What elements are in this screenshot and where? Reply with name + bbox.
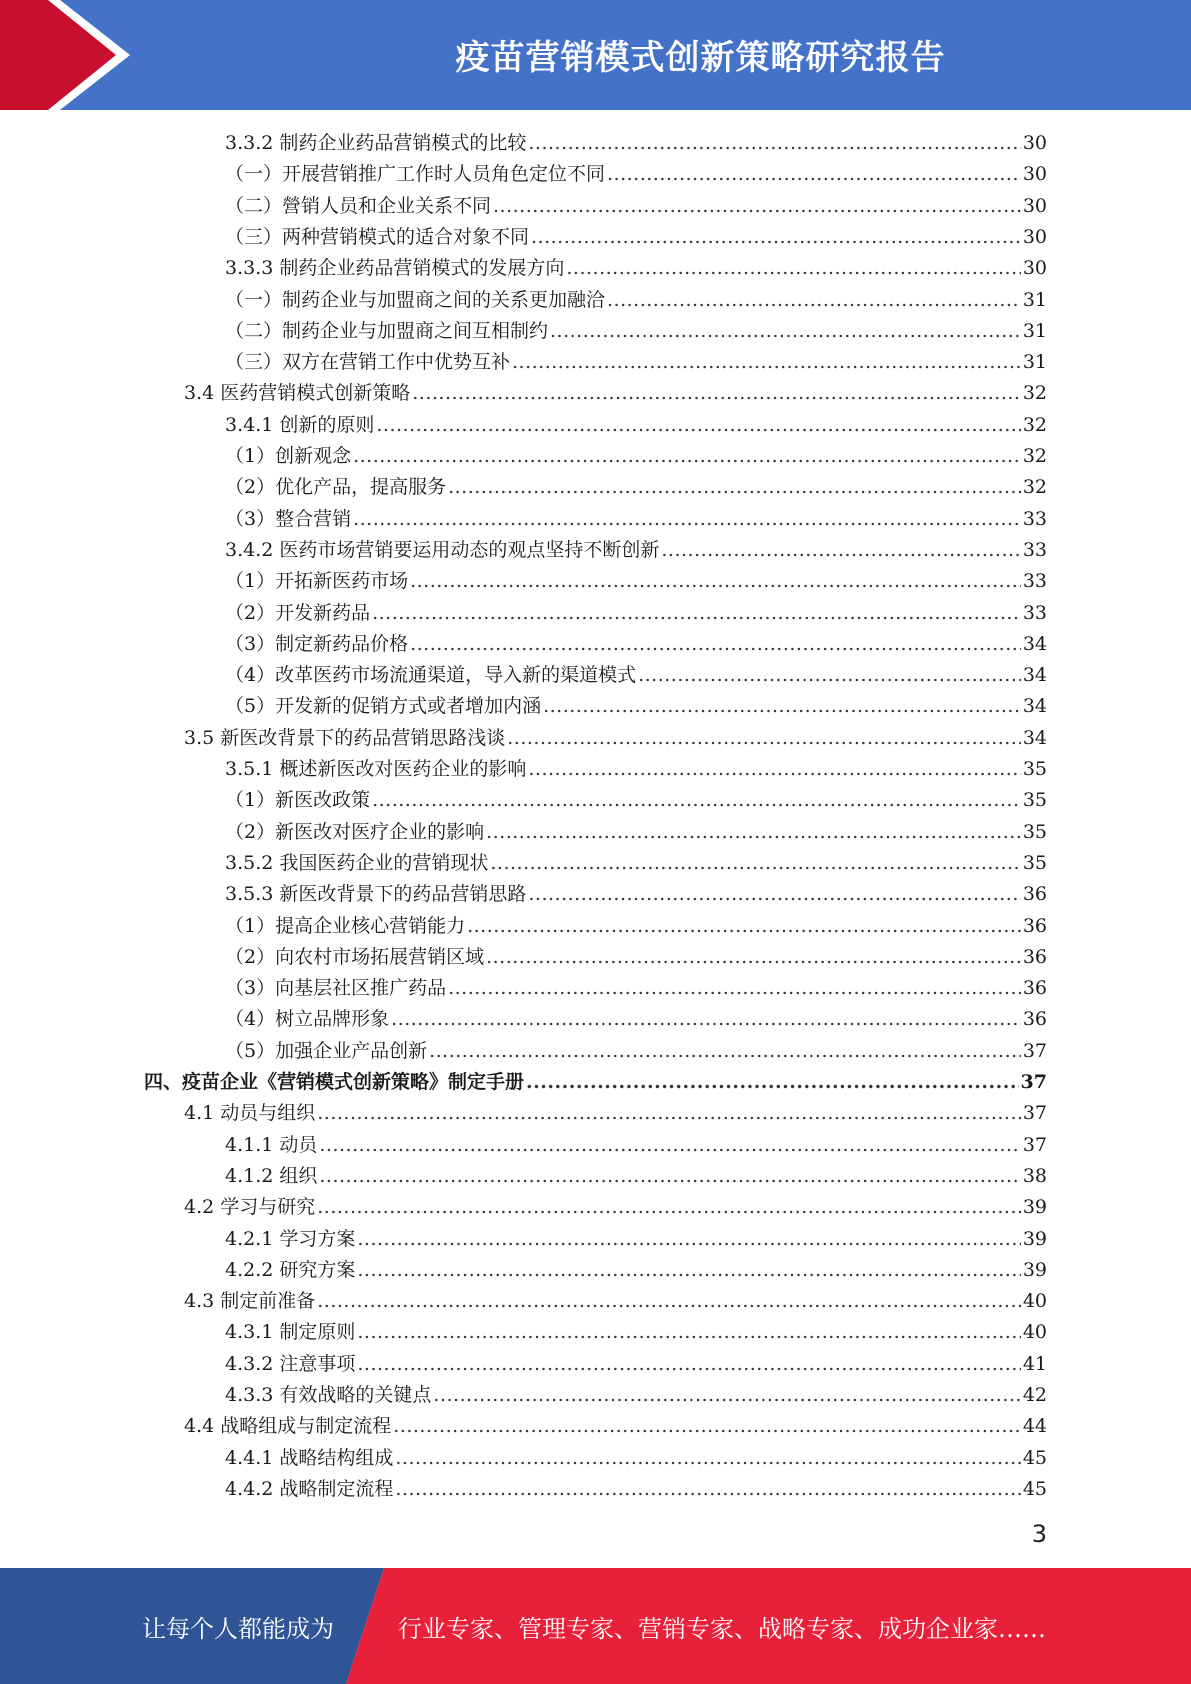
toc-leader-dots: [607, 159, 1021, 189]
toc-leader-dots: [357, 1255, 1020, 1285]
toc-entry-label: 4.3.3 有效战略的关键点: [225, 1384, 432, 1406]
toc-leader-dots: [507, 723, 1021, 753]
toc-entry-label: （4）树立品牌形象: [225, 1008, 390, 1030]
toc-entry-page: 37: [1022, 1040, 1047, 1062]
footer-slogan-left: 让每个人都能成为: [142, 1615, 334, 1643]
toc-entry-page: 30: [1022, 163, 1047, 185]
toc-entry-label: 4.2.1 学习方案: [225, 1228, 356, 1250]
toc-entry[interactable]: [225, 973, 1047, 1003]
toc-entry-page: 31: [1022, 320, 1047, 342]
toc-leader-dots: [486, 817, 1021, 847]
page-header: [0, 0, 1191, 110]
toc-entry[interactable]: [225, 785, 1047, 815]
toc-entry-page: 41: [1022, 1353, 1047, 1375]
toc-leader-dots: [528, 754, 1020, 784]
toc-entry[interactable]: [225, 1474, 1047, 1504]
toc-entry-label: 3.5.3 新医改背景下的药品营销思路: [225, 883, 527, 905]
toc-entry[interactable]: [225, 159, 1047, 189]
toc-entry-label: 3.5.1 概述新医改对医药企业的影响: [225, 758, 527, 780]
toc-leader-dots: [607, 285, 1021, 315]
toc-entry[interactable]: [225, 472, 1047, 502]
toc-entry-label: （二）營销人员和企业关系不同: [225, 195, 492, 217]
toc-entry-label: 3.4 医药营销模式创新策略: [184, 382, 411, 404]
toc-leader-dots: [319, 1130, 1020, 1160]
toc-leader-dots: [393, 1411, 1021, 1441]
toc-leader-dots: [391, 1004, 1021, 1034]
toc-entry-page: 33: [1022, 602, 1047, 624]
toc-leader-dots: [410, 566, 1021, 596]
toc-entry-label: （三）两种营销模式的适合对象不同: [225, 226, 530, 248]
toc-entry[interactable]: [225, 316, 1047, 346]
toc-entry-page: 39: [1022, 1196, 1047, 1218]
toc-entry-page: 39: [1022, 1259, 1047, 1281]
toc-entry[interactable]: [225, 1224, 1047, 1254]
toc-entry-label: （1）新医改政策: [225, 789, 371, 811]
toc-leader-dots: [543, 691, 1021, 721]
toc-entry[interactable]: [225, 629, 1047, 659]
toc-leader-dots: [353, 441, 1021, 471]
toc-entry[interactable]: [225, 566, 1047, 596]
toc-leader-dots: [317, 1192, 1021, 1222]
toc-entry-label: （2）新医改对医疗企业的影响: [225, 821, 485, 843]
toc-entry[interactable]: [225, 128, 1047, 158]
toc-entry-page: 35: [1022, 758, 1047, 780]
toc-entry[interactable]: [225, 1036, 1047, 1066]
toc-entry-page: 40: [1022, 1321, 1047, 1343]
toc-leader-dots: [395, 1474, 1020, 1504]
toc-leader-dots: [395, 1443, 1020, 1473]
toc-entry-label: 4.4.2 战略制定流程: [225, 1478, 394, 1500]
toc-entry-label: （一）制药企业与加盟商之间的关系更加融洽: [225, 289, 606, 311]
toc-entry[interactable]: [225, 191, 1047, 221]
document-title: 疫苗营销模式创新策略研究报告: [455, 38, 946, 78]
toc-entry-label: 4.1.2 组织: [225, 1165, 318, 1187]
toc-entry-page: 38: [1022, 1165, 1047, 1187]
toc-entry[interactable]: [225, 1443, 1047, 1473]
toc-leader-dots: [528, 879, 1020, 909]
toc-entry[interactable]: [225, 222, 1047, 252]
toc-entry[interactable]: [184, 378, 1047, 408]
toc-entry-page: 36: [1022, 1008, 1047, 1030]
toc-entry-page: 37: [1020, 1071, 1047, 1093]
toc-entry-label: （一）开展营销推广工作时人员角色定位不同: [225, 163, 606, 185]
toc-leader-dots: [319, 1161, 1020, 1191]
toc-entry-label: （3）制定新药品价格: [225, 633, 409, 655]
toc-entry-label: 4.1.1 动员: [225, 1134, 318, 1156]
toc-entry[interactable]: [225, 942, 1047, 972]
toc-entry-label: （3）向基层社区推广药品: [225, 977, 447, 999]
toc-entry[interactable]: [225, 253, 1047, 283]
toc-entry-page: 30: [1022, 132, 1047, 154]
toc-entry-page: 37: [1022, 1102, 1047, 1124]
toc-entry[interactable]: [225, 1349, 1047, 1379]
toc-entry-page: 30: [1022, 226, 1047, 248]
toc-entry[interactable]: [225, 285, 1047, 315]
toc-leader-dots: [317, 1286, 1021, 1316]
toc-entry[interactable]: [225, 1380, 1047, 1410]
toc-entry-page: 42: [1022, 1384, 1047, 1406]
toc-entry-label: （3）整合营销: [225, 508, 352, 530]
page-number: 3: [1031, 1520, 1047, 1548]
toc-leader-dots: [357, 1317, 1020, 1347]
toc-entry-page: 34: [1022, 727, 1047, 749]
toc-leader-dots: [448, 973, 1021, 1003]
toc-entry-label: 4.4.1 战略结构组成: [225, 1447, 394, 1469]
toc-entry-label: 4.3.2 注意事项: [225, 1353, 356, 1375]
toc-entry-page: 36: [1022, 946, 1047, 968]
toc-leader-dots: [357, 1224, 1020, 1254]
toc-entry-page: 36: [1022, 915, 1047, 937]
toc-entry-page: 31: [1022, 351, 1047, 373]
toc-leader-dots: [467, 911, 1021, 941]
toc-entry-label: （5）加强企业产品创新: [225, 1040, 428, 1062]
toc-entry-page: 37: [1022, 1134, 1047, 1156]
toc-leader-dots: [372, 598, 1021, 628]
toc-entry-label: 3.5 新医改背景下的药品营销思路浅谈: [184, 727, 506, 749]
toc-leader-dots: [550, 316, 1021, 346]
toc-entry[interactable]: [225, 1255, 1047, 1285]
toc-entry[interactable]: [184, 1286, 1047, 1316]
toc-entry[interactable]: [184, 1098, 1047, 1128]
toc-entry-page: 44: [1022, 1415, 1047, 1437]
toc-entry[interactable]: [225, 1004, 1047, 1034]
toc-leader-dots: [512, 347, 1021, 377]
toc-entry-page: 30: [1022, 257, 1047, 279]
toc-entry[interactable]: [225, 754, 1047, 784]
toc-leader-dots: [433, 1380, 1020, 1410]
toc-leader-dots: [317, 1098, 1021, 1128]
toc-entry-label: （2）向农村市场拓展营销区域: [225, 946, 485, 968]
toc-entry-label: （三）双方在营销工作中优势互补: [225, 351, 511, 373]
toc-leader-dots: [526, 1067, 1019, 1097]
toc-entry[interactable]: [225, 504, 1047, 534]
toc-entry[interactable]: [225, 410, 1047, 440]
toc-leader-dots: [490, 848, 1020, 878]
toc-entry[interactable]: [225, 660, 1047, 690]
toc-entry-page: 40: [1022, 1290, 1047, 1312]
toc-entry[interactable]: [225, 691, 1047, 721]
toc-entry-page: 34: [1022, 633, 1047, 655]
toc-entry-label: 4.4 战略组成与制定流程: [184, 1415, 392, 1437]
toc-leader-dots: [372, 785, 1021, 815]
toc-entry-page: 33: [1022, 539, 1047, 561]
toc-entry-label: （4）改革医药市场流通渠道，导入新的渠道模式: [225, 664, 637, 686]
toc-entry-page: 31: [1022, 289, 1047, 311]
toc-entry-page: 45: [1022, 1478, 1047, 1500]
toc-leader-dots: [357, 1349, 1020, 1379]
toc-leader-dots: [528, 128, 1020, 158]
toc-entry-label: （2）优化产品，提高服务: [225, 476, 447, 498]
toc-leader-dots: [353, 504, 1021, 534]
toc-leader-dots: [448, 472, 1021, 502]
toc-entry[interactable]: [225, 848, 1047, 878]
toc-leader-dots: [429, 1036, 1021, 1066]
toc-entry[interactable]: [225, 911, 1047, 941]
toc-entry-page: 45: [1022, 1447, 1047, 1469]
toc-entry-label: （1）开拓新医药市场: [225, 570, 409, 592]
toc-entry[interactable]: [225, 598, 1047, 628]
toc-entry[interactable]: [225, 441, 1047, 471]
toc-entry-label: 4.2.2 研究方案: [225, 1259, 356, 1281]
toc-entry-label: 3.3.3 制药企业药品营销模式的发展方向: [225, 257, 565, 279]
toc-entry-page: 32: [1022, 445, 1047, 467]
toc-entry-page: 33: [1022, 508, 1047, 530]
toc-entry-page: 32: [1022, 414, 1047, 436]
footer-slogan-right: 行业专家、管理专家、营销专家、战略专家、成功企业家……: [398, 1615, 1046, 1643]
toc-entry-label: （2）开发新药品: [225, 602, 371, 624]
toc-leader-dots: [531, 222, 1021, 252]
toc-entry[interactable]: [225, 1161, 1047, 1191]
toc-entry-label: 4.3 制定前准备: [184, 1290, 316, 1312]
toc-entry[interactable]: [184, 723, 1047, 753]
toc-leader-dots: [486, 942, 1021, 972]
toc-entry-label: 4.1 动员与组织: [184, 1102, 316, 1124]
header-chevron-logo: [0, 0, 160, 110]
toc-entry-page: 33: [1022, 570, 1047, 592]
toc-entry[interactable]: [225, 535, 1047, 565]
toc-entry-label: （1）创新观念: [225, 445, 352, 467]
toc-entry-label: 4.2 学习与研究: [184, 1196, 316, 1218]
toc-entry-label: （二）制药企业与加盟商之间互相制约: [225, 320, 549, 342]
toc-entry[interactable]: [225, 1130, 1047, 1160]
toc-entry-page: 30: [1022, 195, 1047, 217]
toc-entry-label: 3.3.2 制药企业药品营销模式的比较: [225, 132, 527, 154]
toc-leader-dots: [493, 191, 1021, 221]
toc-entry[interactable]: [184, 1192, 1047, 1222]
toc-entry-page: 32: [1022, 382, 1047, 404]
toc-entry-page: 36: [1022, 977, 1047, 999]
toc-entry[interactable]: [225, 347, 1047, 377]
toc-entry-page: 34: [1022, 664, 1047, 686]
toc-entry-label: 3.4.1 创新的原则: [225, 414, 375, 436]
toc-entry-page: 35: [1022, 789, 1047, 811]
toc-entry-label: 4.3.1 制定原则: [225, 1321, 356, 1343]
toc-entry-page: 35: [1022, 852, 1047, 874]
toc-entry[interactable]: [225, 817, 1047, 847]
toc-leader-dots: [566, 253, 1020, 283]
toc-leader-dots: [661, 535, 1020, 565]
toc-entry[interactable]: [225, 1317, 1047, 1347]
toc-entry-label: （1）提高企业核心营销能力: [225, 915, 466, 937]
toc-entry-label: 3.4.2 医药市场营销要运用动态的观点坚持不断创新: [225, 539, 660, 561]
toc-entry-page: 32: [1022, 476, 1047, 498]
toc-leader-dots: [410, 629, 1021, 659]
toc-leader-dots: [412, 378, 1021, 408]
toc-leader-dots: [638, 660, 1021, 690]
toc-entry[interactable]: [144, 1067, 1047, 1097]
toc-entry-page: 34: [1022, 695, 1047, 717]
toc-entry[interactable]: [184, 1411, 1047, 1441]
toc-entry-label: （5）开发新的促销方式或者增加内涵: [225, 695, 542, 717]
toc-entry[interactable]: [225, 879, 1047, 909]
toc-entry-label: 3.5.2 我国医药企业的营销现状: [225, 852, 489, 874]
page-footer: [0, 1568, 1191, 1684]
toc-entry-page: 36: [1022, 883, 1047, 905]
toc-entry-page: 35: [1022, 821, 1047, 843]
toc-entry-page: 39: [1022, 1228, 1047, 1250]
toc-entry-label: 四、疫苗企业《营销模式创新策略》制定手册: [144, 1071, 525, 1093]
toc-leader-dots: [376, 410, 1020, 440]
